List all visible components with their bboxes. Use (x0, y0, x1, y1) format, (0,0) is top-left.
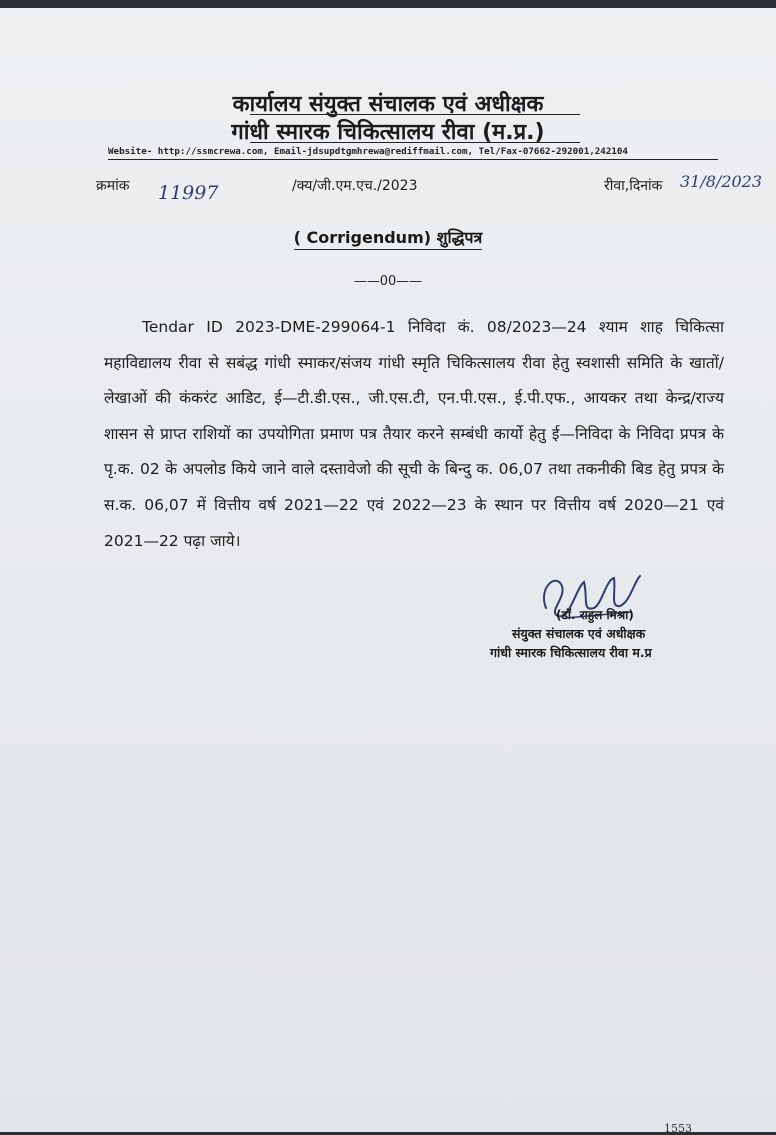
title-underline (250, 114, 580, 115)
document-page (0, 8, 776, 1135)
separator: ——00—— (353, 274, 423, 289)
date-label: रीवा,दिनांक (604, 178, 663, 194)
signatory-office: गांधी स्मारक चिकित्सालय रीवा म.प्र (490, 645, 652, 660)
document-title-text: ( Corrigendum) शुद्धिपत्र (294, 228, 483, 250)
reference-label: क्रमांक (96, 178, 130, 194)
hospital-title: गांधी स्मारक चिकित्सालय रीवा (म.प्र.) (231, 120, 545, 145)
contact-line: Website- http://ssmcrewa.com, Email-jdsupdtgmhrewa@rediffmail.com, Tel/Fax-07662-292001,242104 (108, 146, 718, 160)
page-number: 1553 (664, 1122, 692, 1135)
signatory-name: (डॉ. राहुल मिश्रा) (556, 608, 634, 622)
signatory-designation: संयुक्त संचालक एवं अधीक्षक (512, 626, 646, 641)
corrigendum-body: Tendar ID 2023-DME-299064-1 निविदा कं. 08/2023—24 श्याम शाह चिकित्सा महाविद्यालय रीवा से सबंद्ध गांधी स्माकर/संजय गांधी स्मृति चिकित्सालय रीवा हेतु स्वशासी समिति के खातों/लेखाओं की कंकरंट आडिट, ई—टी.डी.एस., जी.एस.टी, एन.पी.एस., ई.पी.एफ., आयकर तथा केन्द्र/राज्य शासन से प्राप्त राशियों का उपयोगिता प्रमाण पत्र तैयार करने सम्बंधी कार्यो हेतु ई—निविदा के निविदा प्रपत्र के पृ.क. 02 के अपलोड किये जाने वाले दस्तावेजो की सूची के बिन्दु क. 06,07 तथा तकनीकी बिड हेतु प्रपत्र के स.क. 06,07 में वित्तीय वर्ष 2021—22 एवं 2022—23 के स्थान पर वित्तीय वर्ष 2020—21 एवं 2021—22 पढ़ा जाये। (104, 318, 724, 550)
hospital-underline (250, 142, 580, 143)
reference-number: 11997 (158, 182, 219, 204)
document-title (0, 226, 776, 248)
office-title: कार्यालय संयुक्त संचालक एवं अधीक्षक (232, 92, 544, 117)
reference-suffix: /क्य/जी.एम.एच./2023 (292, 178, 418, 194)
date-value: 31/8/2023 (680, 172, 763, 191)
